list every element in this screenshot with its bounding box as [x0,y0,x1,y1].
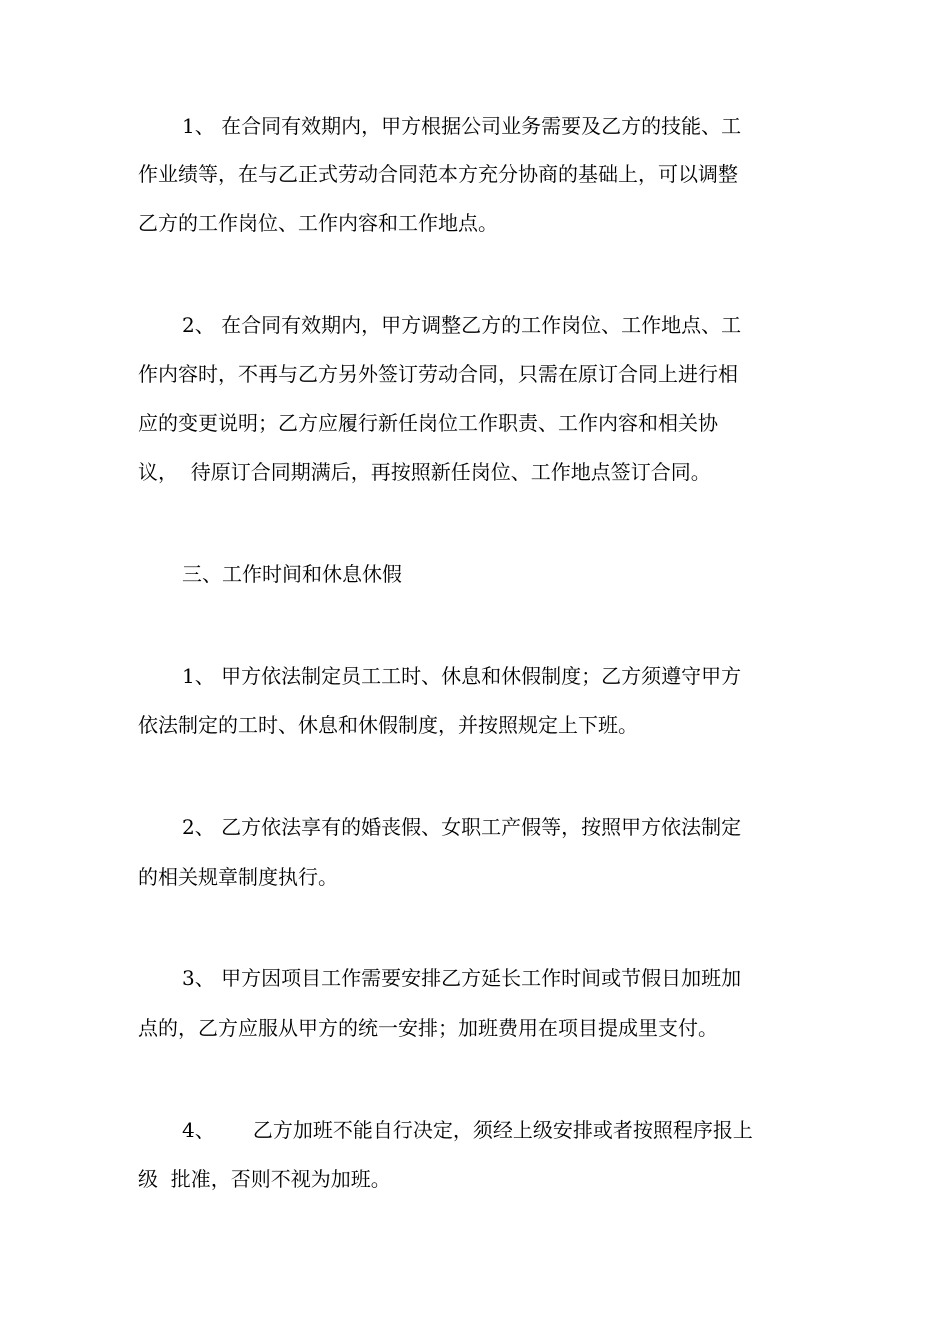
rest-clause-3-line-2: 点的，乙方应服从甲方的统一安排；加班费用在项目提成里支付。 [138,1016,718,1040]
clause-1-line-3: 乙方的工作岗位、工作内容和工作地点。 [138,211,498,235]
rest-clause-2-line-2: 的相关规章制度执行。 [138,865,338,889]
rest-clause-4-line-1: 4、 乙方加班不能自行决定，须经上级安排或者按照程序报上 [182,1118,753,1142]
rest-clause-1-line-2: 依法制定的工时、休息和休假制度，并按照规定上下班。 [138,713,638,737]
clause-1-line-1: 1、 在合同有效期内，甲方根据公司业务需要及乙方的技能、工 [182,114,742,138]
rest-clause-1-line-1: 1、 甲方依法制定员工工时、休息和休假制度；乙方须遵守甲方 [182,664,742,688]
clause-2-line-1: 2、 在合同有效期内，甲方调整乙方的工作岗位、工作地点、工 [182,313,742,337]
clause-2-line-2: 作内容时，不再与乙方另外签订劳动合同，只需在原订合同上进行相 [138,362,738,386]
rest-clause-3-line-1: 3、 甲方因项目工作需要安排乙方延长工作时间或节假日加班加 [182,966,742,990]
clause-2-line-3: 应的变更说明；乙方应履行新任岗位工作职责、工作内容和相关协 [138,411,718,435]
rest-clause-2-line-1: 2、 乙方依法享有的婚丧假、女职工产假等，按照甲方依法制定 [182,815,742,839]
clause-2-line-4: 议， 待原订合同期满后，再按照新任岗位、工作地点签订合同。 [138,460,711,484]
clause-1-line-2: 作业绩等，在与乙正式劳动合同范本方充分协商的基础上，可以调整 [138,162,738,186]
rest-clause-4-line-2: 级 批准，否则不视为加班。 [138,1167,391,1191]
section-heading: 三、工作时间和休息休假 [182,562,402,586]
